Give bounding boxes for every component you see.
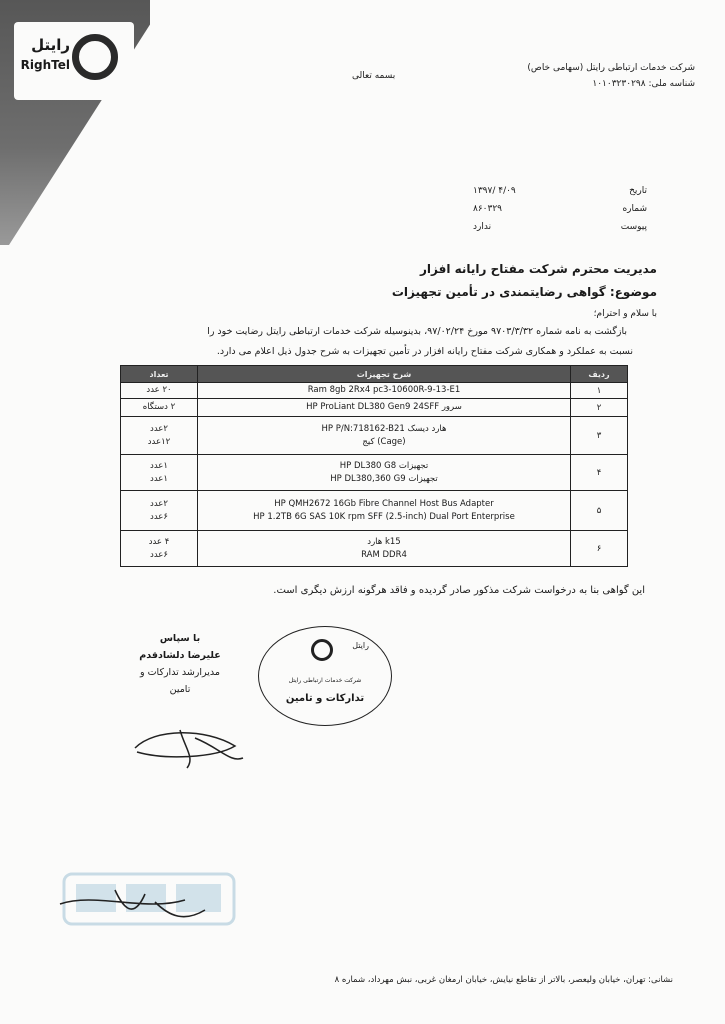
date-value: ۱۳۹۷/ ۴/۰۹ xyxy=(473,186,516,196)
row-number: ۲ xyxy=(571,399,628,417)
attachment-label: پیوست xyxy=(620,222,647,232)
handwritten-signature xyxy=(125,718,255,778)
row-description xyxy=(198,417,571,455)
stamp-department: تدارکات و تامین xyxy=(285,693,365,704)
row-description xyxy=(198,383,571,399)
qty-line: ۱عدد xyxy=(150,460,168,471)
row-description xyxy=(198,531,571,567)
attachment-value: ندارد xyxy=(473,222,492,232)
salutation: با سپاس xyxy=(159,633,201,644)
qty-line: ۲عدد xyxy=(150,498,168,509)
company-info xyxy=(465,60,695,92)
row-quantity xyxy=(121,417,198,455)
logo-text-fa: رایتل xyxy=(31,36,70,54)
row-quantity xyxy=(121,531,198,567)
row-number: ۱ xyxy=(571,383,628,399)
qty-line: ۲ دستگاه xyxy=(142,402,176,412)
recipient: مدیریت محترم شرکت مفتاح رایانه افزار xyxy=(419,262,657,276)
desc-line: HP QMH2672 16Gb Fibre Channel Host Bus Adapter xyxy=(274,498,494,509)
row-quantity xyxy=(121,491,198,531)
signature-block xyxy=(125,630,235,698)
meta-date xyxy=(467,182,647,200)
desc-line: RAM DDR4 xyxy=(361,549,407,560)
logo-ring-icon xyxy=(72,34,118,80)
row-quantity xyxy=(121,455,198,491)
desc-line: هارد k15 xyxy=(367,536,401,547)
signer-name: علیرضا دلشادقدم xyxy=(139,650,221,661)
subject: موضوع: گواهی رضایتمندی در تأمین تجهیزات xyxy=(391,285,657,299)
number-label: شماره xyxy=(622,204,647,214)
header-description: شرح تجهیزات xyxy=(198,366,571,383)
row-number: ۵ xyxy=(571,491,628,531)
row-description xyxy=(198,399,571,417)
row-quantity xyxy=(121,399,198,417)
handwritten-signature-2 xyxy=(55,872,215,932)
row-quantity xyxy=(121,383,198,399)
row-description xyxy=(198,491,571,531)
table-row xyxy=(121,491,628,531)
qty-line: ۱۲عدد xyxy=(147,436,171,447)
qty-line: ۲۰ عدد xyxy=(146,385,172,395)
qty-line: ۲عدد xyxy=(150,423,168,434)
qty-line: ۶عدد xyxy=(150,549,168,560)
row-number: ۶ xyxy=(571,531,628,567)
official-stamp xyxy=(258,626,392,726)
meta-number xyxy=(467,200,647,218)
letter-meta xyxy=(467,182,647,236)
qty-line: ۶عدد xyxy=(150,511,168,522)
meta-attachment xyxy=(467,218,647,236)
stamp-company: شرکت خدمات ارتباطی رایتل xyxy=(288,677,362,684)
logo-text-en: RighTel xyxy=(20,58,70,72)
signer-title-2: تامین xyxy=(169,684,191,695)
equipment-table xyxy=(120,365,628,567)
desc-line: HP ProLiant DL380 Gen9 24SFF سرور xyxy=(306,402,462,412)
desc-line: Ram 8gb 2Rx4 pc3-10600R-9-13-E1 xyxy=(307,385,461,395)
greeting: با سلام و احترام؛ xyxy=(593,309,657,319)
table-row xyxy=(121,399,628,417)
body-paragraph-2: نسبت به عملکرد و همکاری شرکت مفتاح رایانه افزار در تأمین تجهیزات به شرح جدول ذیل اعلام می دارد. xyxy=(216,346,633,357)
stamp-logo-text: رایتل xyxy=(352,641,369,650)
row-description xyxy=(198,455,571,491)
qty-line: ۴ عدد xyxy=(148,536,170,547)
stamp-ring-icon xyxy=(311,639,333,661)
national-id: شناسه ملی: ۱۰۱۰۳۲۳۰۲۹۸ xyxy=(592,79,695,89)
row-number: ۴ xyxy=(571,455,628,491)
desc-line: HP DL380,360 G9 تجهیزات xyxy=(330,473,438,484)
closing-statement: این گواهی بنا به درخواست شرکت مذکور صادر گردیده و فاقد هرگونه ارزش دیگری است. xyxy=(273,585,645,596)
table-row xyxy=(121,417,628,455)
desc-line: HP 1.2TB 6G SAS 10K rpm SFF (2.5-inch) Dual Port Enterprise xyxy=(253,511,515,522)
table-row xyxy=(121,455,628,491)
desc-line: کیج (Cage) xyxy=(362,436,406,447)
date-label: تاریخ xyxy=(629,186,647,196)
desc-line: HP P/N:718162-B21 هارد دیسک xyxy=(321,423,447,434)
header-quantity: تعداد xyxy=(121,366,198,383)
row-number: ۳ xyxy=(571,417,628,455)
company-name: شرکت خدمات ارتباطی رایتل (سهامی خاص) xyxy=(527,63,695,73)
desc-line: HP DL380 G8 تجهیزات xyxy=(339,460,429,471)
top-mark: بسمه تعالی xyxy=(352,71,396,81)
qty-line: ۱عدد xyxy=(150,473,168,484)
header-row-number: ردیف xyxy=(571,366,628,383)
number-value: ۸۶۰۳۲۹ xyxy=(473,204,503,214)
body-paragraph-1: بازگشت به نامه شماره ۹۷۰۳/۳/۳۲ مورخ ۹۷/۰۲/۲۴، بدینوسیله شرکت خدمات ارتباطی رایتل رضایت خود را xyxy=(207,326,627,337)
table-row xyxy=(121,531,628,567)
table-row xyxy=(121,383,628,399)
table-header-row xyxy=(121,366,628,383)
signer-title-1: مدیرارشد تدارکات و xyxy=(140,667,220,678)
footer-address: نشانی: تهران، خیابان ولیعصر، بالاتر از تقاطع نیایش، خیابان ارمغان غربی، نبش مهرداد، شماره ۸ xyxy=(334,975,673,985)
